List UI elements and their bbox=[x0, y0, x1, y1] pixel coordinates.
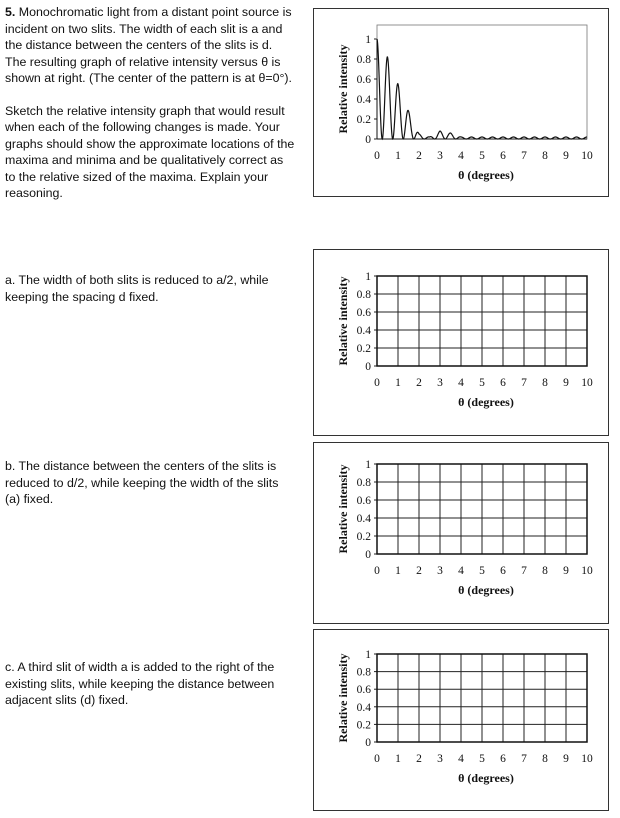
y-tick-label: 0.4 bbox=[356, 94, 371, 106]
y-tick-label: 0.8 bbox=[356, 289, 371, 301]
x-tick-label: 10 bbox=[581, 377, 593, 389]
x-tick-label: 7 bbox=[521, 150, 527, 162]
x-tick-label: 6 bbox=[500, 565, 506, 577]
y-tick-label: 0.2 bbox=[356, 531, 371, 543]
y-tick-label: 0.6 bbox=[356, 684, 371, 697]
y-tick-label: 0 bbox=[365, 361, 371, 373]
x-tick-label: 2 bbox=[416, 377, 422, 389]
y-axis-label: Relative intensity bbox=[336, 464, 350, 554]
plot-frame bbox=[377, 25, 587, 139]
x-axis-label: θ (degrees) bbox=[458, 395, 514, 409]
y-axis-label: Relative intensity bbox=[336, 44, 350, 134]
x-tick-label: 0 bbox=[374, 150, 380, 162]
x-tick-label: 1 bbox=[395, 565, 401, 577]
y-axis-label: Relative intensity bbox=[336, 276, 350, 366]
y-tick-label: 0.2 bbox=[356, 719, 371, 732]
graph-given-svg bbox=[314, 9, 608, 196]
y-tick-label: 0 bbox=[365, 134, 371, 146]
x-tick-label: 6 bbox=[500, 150, 506, 162]
x-tick-label: 1 bbox=[395, 150, 401, 162]
x-axis-label: θ (degrees) bbox=[458, 583, 514, 597]
x-tick-label: 5 bbox=[479, 377, 485, 389]
x-tick-label: 10 bbox=[581, 565, 593, 577]
part-a-text: a. The width of both slits is reduced to a/2, while keeping the spacing d fixed. bbox=[5, 273, 269, 304]
x-tick-label: 8 bbox=[542, 753, 548, 765]
graph-b[interactable] bbox=[313, 442, 609, 624]
y-tick-label: 1 bbox=[365, 34, 371, 46]
x-tick-label: 1 bbox=[395, 753, 401, 765]
x-tick-label: 9 bbox=[563, 753, 569, 765]
x-tick-label: 1 bbox=[395, 377, 401, 389]
y-tick-label: 1 bbox=[365, 649, 371, 661]
graph-given bbox=[313, 8, 609, 197]
x-tick-label: 8 bbox=[542, 150, 548, 162]
x-tick-label: 6 bbox=[500, 753, 506, 765]
problem-number: 5. bbox=[5, 5, 16, 19]
y-tick-label: 0 bbox=[365, 737, 371, 749]
x-tick-label: 5 bbox=[479, 565, 485, 577]
y-tick-label: 0 bbox=[365, 549, 371, 561]
y-tick-label: 0.6 bbox=[356, 495, 371, 507]
graph-a[interactable] bbox=[313, 249, 609, 436]
x-tick-label: 4 bbox=[458, 565, 464, 577]
graph-b-svg bbox=[314, 443, 608, 623]
x-tick-label: 2 bbox=[416, 150, 422, 162]
x-tick-label: 0 bbox=[374, 565, 380, 577]
x-tick-label: 8 bbox=[542, 377, 548, 389]
x-tick-label: 2 bbox=[416, 753, 422, 765]
intensity-curve bbox=[377, 39, 587, 139]
y-tick-label: 0.4 bbox=[356, 701, 371, 714]
graph-c-svg bbox=[314, 630, 608, 810]
x-axis-label: θ (degrees) bbox=[458, 771, 514, 785]
graph-a-svg bbox=[314, 250, 608, 435]
y-tick-label: 0.8 bbox=[356, 477, 371, 489]
y-tick-label: 0.2 bbox=[356, 343, 371, 355]
x-tick-label: 9 bbox=[563, 565, 569, 577]
y-axis-label: Relative intensity bbox=[336, 653, 350, 743]
x-tick-label: 7 bbox=[521, 753, 527, 765]
problem-text bbox=[5, 4, 295, 218]
part-b-text: b. The distance between the centers of the slits is reduced to d/2, while keeping the width of the slits (a) fixed. bbox=[5, 459, 279, 506]
x-tick-label: 4 bbox=[458, 150, 464, 162]
x-tick-label: 3 bbox=[437, 753, 443, 765]
x-tick-label: 0 bbox=[374, 753, 380, 765]
x-tick-label: 9 bbox=[563, 150, 569, 162]
y-tick-label: 0.2 bbox=[356, 114, 371, 126]
x-tick-label: 9 bbox=[563, 377, 569, 389]
x-tick-label: 3 bbox=[437, 150, 443, 162]
x-tick-label: 4 bbox=[458, 753, 464, 765]
problem-instructions: Sketch the relative intensity graph that would result when each of the following changes is made. Your graphs should show the approximate locations of the maxima and minima and be qualitatively correct as to the relative sized of the maxima. Explain your reasoning. bbox=[5, 103, 295, 200]
x-tick-label: 5 bbox=[479, 753, 485, 765]
y-tick-label: 1 bbox=[365, 459, 371, 471]
problem-intro bbox=[5, 4, 295, 87]
graph-c[interactable] bbox=[313, 629, 609, 811]
y-tick-label: 0.4 bbox=[356, 513, 371, 525]
intro-text: Monochromatic light from a distant point source is incident on two slits. The width of each slit is a and the distance between the centers of the slits is d. The resulting graph of relative intensity versus θ is shown at right. (The center of the pattern is at θ=0°). bbox=[5, 5, 292, 85]
x-tick-label: 8 bbox=[542, 565, 548, 577]
part-c-text: c. A third slit of width a is added to the right of the existing slits, while keeping the distance between adjacent slits (d) fixed. bbox=[5, 660, 275, 707]
x-tick-label: 3 bbox=[437, 565, 443, 577]
y-tick-label: 0.4 bbox=[356, 325, 371, 337]
y-tick-label: 0.6 bbox=[356, 307, 371, 319]
x-tick-label: 0 bbox=[374, 377, 380, 389]
x-tick-label: 6 bbox=[500, 377, 506, 389]
x-tick-label: 2 bbox=[416, 565, 422, 577]
y-tick-label: 0.8 bbox=[356, 54, 371, 66]
x-tick-label: 7 bbox=[521, 377, 527, 389]
y-tick-label: 1 bbox=[365, 271, 371, 283]
x-tick-label: 10 bbox=[581, 753, 593, 765]
y-tick-label: 0.6 bbox=[356, 74, 371, 86]
x-tick-label: 10 bbox=[581, 150, 593, 162]
x-tick-label: 4 bbox=[458, 377, 464, 389]
x-tick-label: 3 bbox=[437, 377, 443, 389]
x-axis-label: θ (degrees) bbox=[458, 168, 514, 182]
x-tick-label: 5 bbox=[479, 150, 485, 162]
y-tick-label: 0.8 bbox=[356, 666, 371, 679]
x-tick-label: 7 bbox=[521, 565, 527, 577]
